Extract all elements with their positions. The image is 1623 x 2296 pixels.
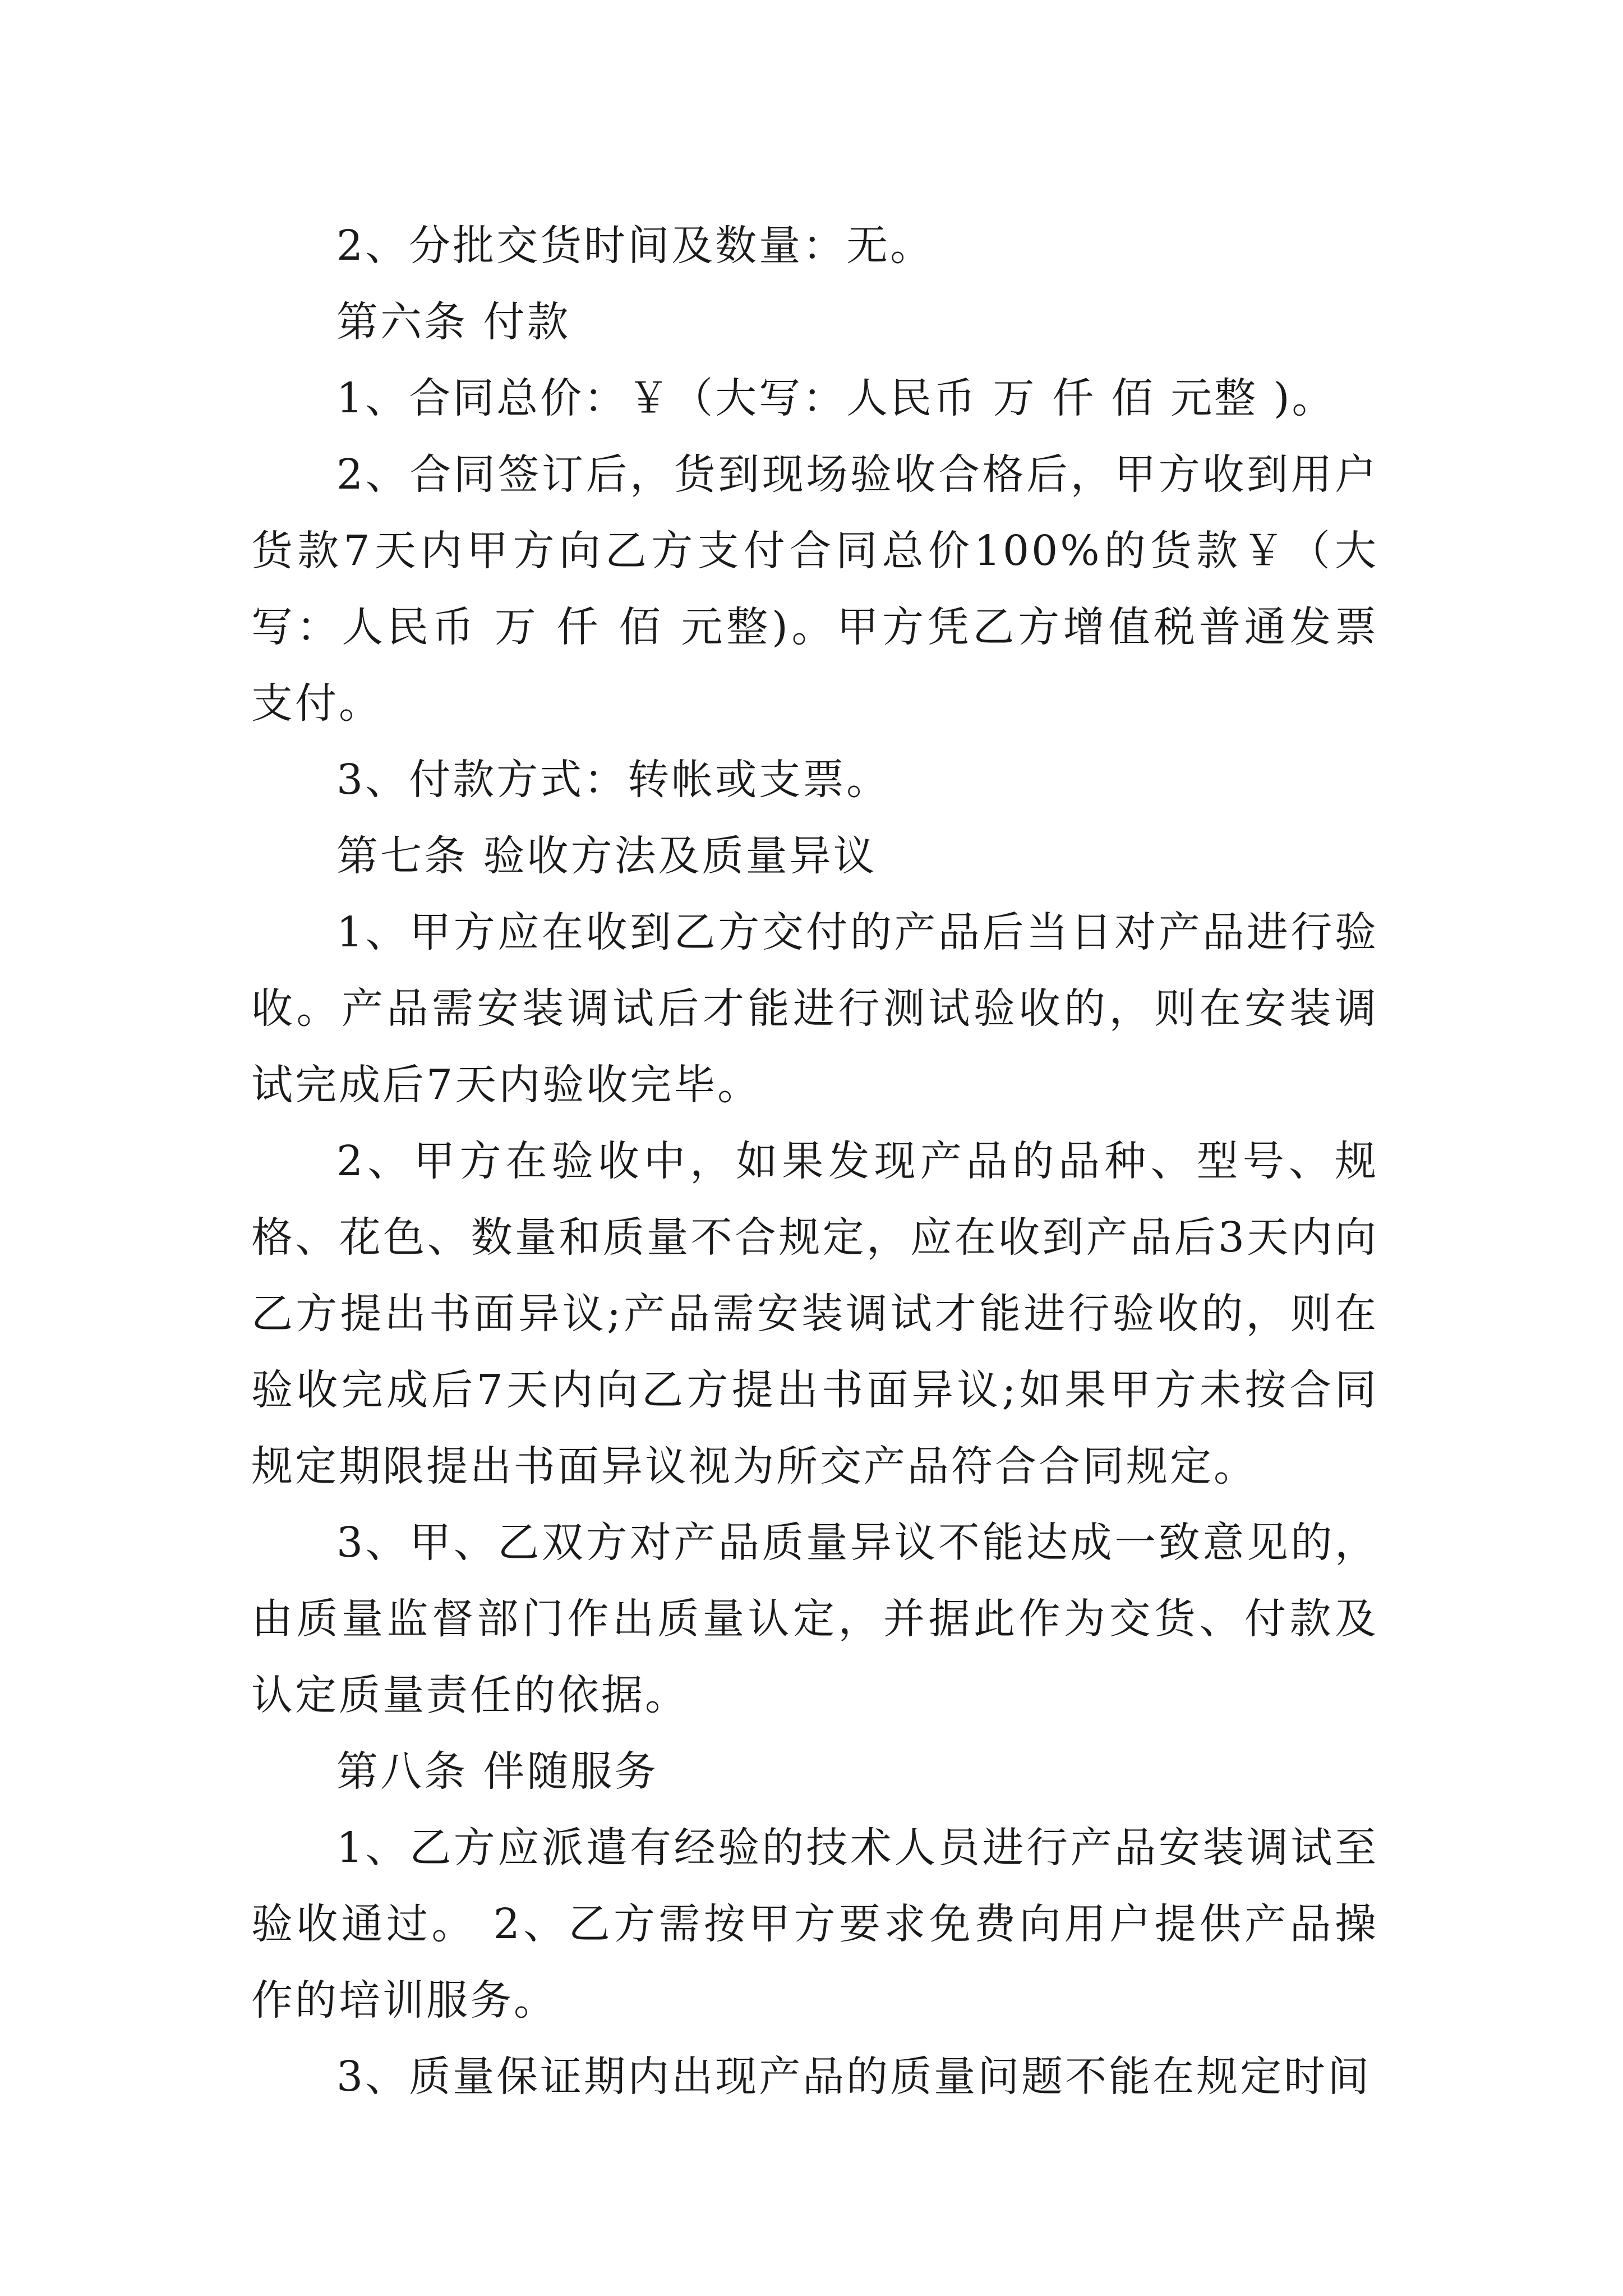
paragraph-acceptance-timing: 1、甲方应在收到乙方交付的产品后当日对产品进行验收。产品需安装调试后才能进行测试验收的，则在安装调试完成后7天内验收完毕。 <box>251 908 1378 1109</box>
paragraph-installation-training: 1、乙方应派遣有经验的技术人员进行产品安装调试至验收通过。 2、乙方需按甲方要求免费向用户提供产品操作的培训服务。 <box>251 1824 1378 2024</box>
heading-article-8-services: 第八条 伴随服务 <box>336 1747 658 1796</box>
paragraph-dispute-resolution: 3、甲、乙双方对产品质量异议不能达成一致意见的，由质量监督部门作出质量认定，并据此作为交货、付款及认定质量责任的依据。 <box>251 1519 1378 1719</box>
paragraph-warranty-issues: 3、质量保证期内出现产品的质量问题不能在规定时间 <box>336 2053 1372 2101</box>
paragraph-delivery-batches: 2、分批交货时间及数量：无。 <box>336 222 934 270</box>
heading-article-7-acceptance: 第七条 验收方法及质量异议 <box>336 832 877 880</box>
paragraph-quality-objection: 2、甲方在验收中，如果发现产品的品种、型号、规格、花色、数量和质量不合规定，应在收到产品后3天内向乙方提出书面异议;产品需安装调试才能进行验收的，则在验收完成后7天内向乙方提出书面异议;如果甲方未按合同规定期限提出书面异议视为所交产品符合合同规定。 <box>251 1137 1378 1490</box>
paragraph-payment-method: 3、付款方式：转帐或支票。 <box>336 756 891 804</box>
document-body <box>251 208 1378 2115</box>
heading-article-6-payment: 第六条 付款 <box>336 298 571 346</box>
paragraph-payment-terms: 2、合同签订后，货到现场验收合格后，甲方收到用户货款7天内甲方向乙方支付合同总价100%的货款￥（大写：人民币 万 仟 佰 元整)。甲方凭乙方增值税普通发票支付。 <box>251 450 1378 728</box>
paragraph-total-price: 1、合同总价：￥（大写：人民币 万 仟 佰 元整 )。 <box>336 374 1336 422</box>
